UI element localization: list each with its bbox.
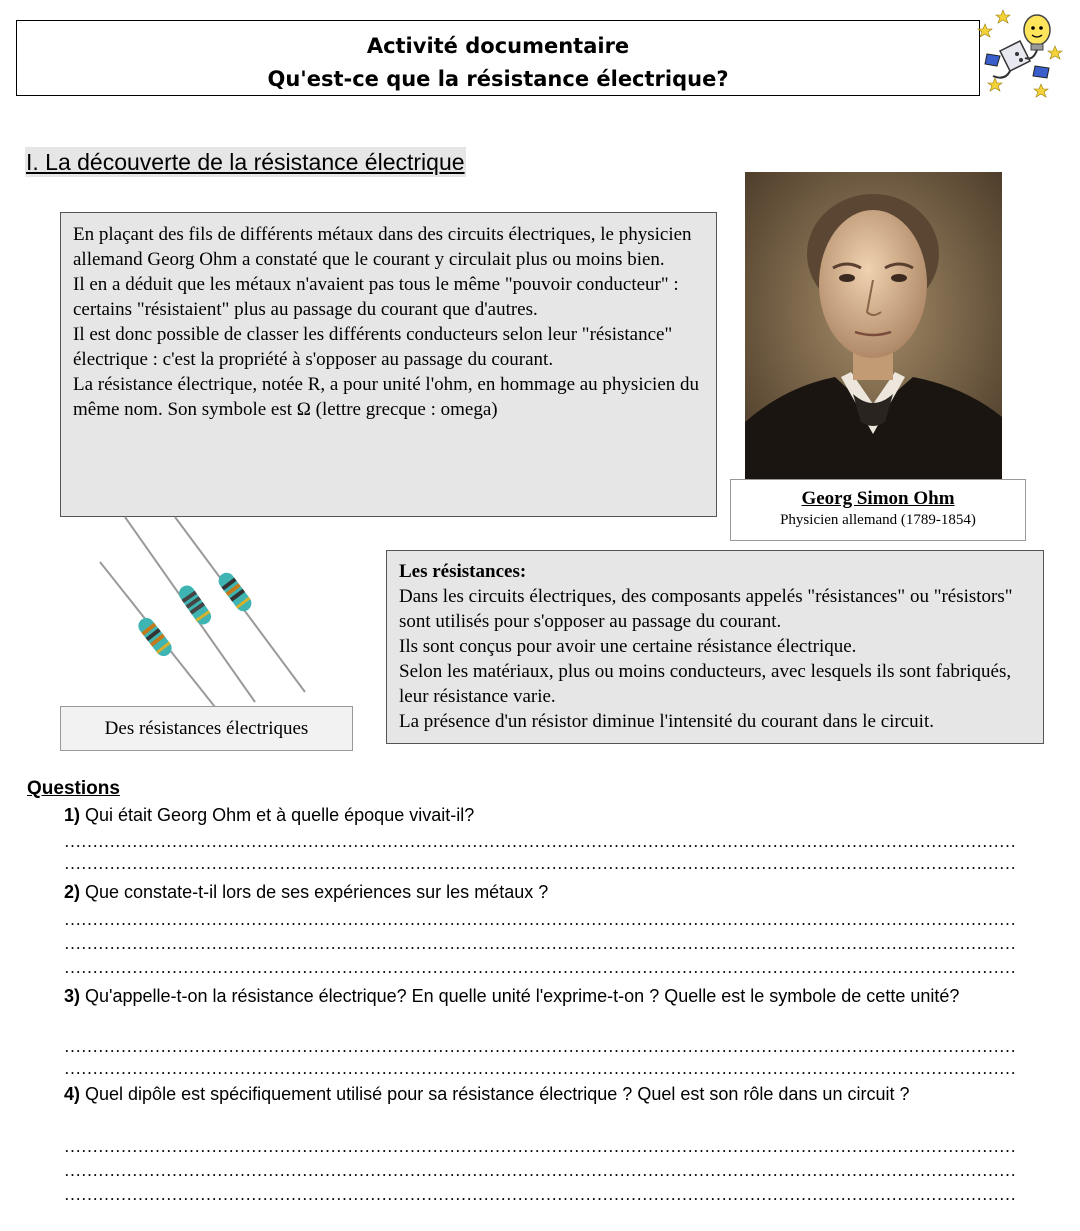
- resistances-paragraph: La présence d'un résistor diminue l'intensité du courant dans le circuit.: [399, 711, 934, 732]
- answer-line[interactable]: ……………………………………………………………………………………………………………………………………………………: [64, 1137, 1016, 1156]
- electric-plug-logo-icon: [975, 6, 1065, 100]
- answer-line[interactable]: ……………………………………………………………………………………………………………………………………………………: [64, 1059, 1016, 1078]
- answer-line[interactable]: ……………………………………………………………………………………………………………………………………………………: [64, 1037, 1016, 1056]
- question-text: Que constate-t-il lors de ses expériences sur les métaux ?: [80, 882, 549, 902]
- answer-line[interactable]: ……………………………………………………………………………………………………………………………………………………: [64, 1161, 1016, 1180]
- answer-line[interactable]: ……………………………………………………………………………………………………………………………………………………: [64, 854, 1016, 873]
- portrait-name: Georg Simon Ohm: [801, 488, 955, 509]
- title-box: [16, 20, 980, 96]
- resistances-paragraph: Ils sont conçus pour avoir une certaine résistance électrique.: [399, 636, 857, 657]
- answer-line[interactable]: ……………………………………………………………………………………………………………………………………………………: [64, 910, 1016, 929]
- question-text: Quel dipôle est spécifiquement utilisé pour sa résistance électrique ? Quel est son rôle dans un circuit ?: [80, 1084, 910, 1104]
- resistances-paragraph: Selon les matériaux, plus ou moins conducteurs, avec lesquels ils sont fabriqués, leur résistance varie.: [399, 661, 1012, 707]
- answer-line[interactable]: ……………………………………………………………………………………………………………………………………………………: [64, 958, 1016, 977]
- questions-title: Questions: [27, 778, 120, 799]
- title-line-1: Activité documentaire: [366, 34, 630, 58]
- resistances-text-box: [386, 550, 1044, 744]
- question-number: 4): [64, 1084, 81, 1104]
- intro-paragraph: Il en a déduit que les métaux n'avaient pas tous le même "pouvoir conducteur" : certains "résistaient" plus au passage du courant que d'autres.: [73, 274, 679, 320]
- question-text: Qui était Georg Ohm et à quelle époque vivait-il?: [80, 805, 475, 825]
- question-2: [64, 880, 1024, 904]
- intro-paragraph: En plaçant des fils de différents métaux dans des circuits électriques, le physicien allemand Georg Ohm a constaté que le courant y circulait plus ou moins bien.: [73, 224, 692, 270]
- intro-paragraph: La résistance électrique, notée R, a pour unité l'ohm, en hommage au physicien du même nom. Son symbole est Ω (lettre grecque : omega): [73, 374, 699, 420]
- question-number: 1): [64, 805, 81, 825]
- resistors-caption: Des résistances électriques: [60, 706, 353, 751]
- resistors-photo: [95, 512, 310, 712]
- portrait-caption: [730, 479, 1026, 541]
- section-title: I. La découverte de la résistance électrique: [26, 149, 465, 175]
- question-number: 3): [64, 986, 81, 1006]
- answer-line[interactable]: ……………………………………………………………………………………………………………………………………………………: [64, 934, 1016, 953]
- answer-line[interactable]: ……………………………………………………………………………………………………………………………………………………: [64, 1185, 1016, 1204]
- question-3: [64, 984, 1024, 1008]
- resistances-paragraph: Dans les circuits électriques, des composants appelés "résistances" ou "résistors" sont utilisés pour s'opposer au passage du courant.: [399, 586, 1013, 632]
- title-line-2: Qu'est-ce que la résistance électrique?: [267, 67, 729, 91]
- intro-paragraph: Il est donc possible de classer les différents conducteurs selon leur "résistance" électrique : c'est la propriété à s'opposer au passage du courant.: [73, 324, 673, 370]
- answer-line[interactable]: ……………………………………………………………………………………………………………………………………………………: [64, 832, 1016, 851]
- question-number: 2): [64, 882, 81, 902]
- question-4: [64, 1082, 1024, 1106]
- question-1: [64, 803, 1024, 827]
- question-text: Qu'appelle-t-on la résistance électrique? En quelle unité l'exprime-t-on ? Quelle est le symbole de cette unité?: [80, 986, 960, 1006]
- intro-text-box: [60, 212, 717, 517]
- georg-ohm-portrait: [745, 172, 1002, 482]
- portrait-subtitle: Physicien allemand (1789-1854): [780, 512, 976, 528]
- resistances-heading: Les résistances:: [399, 561, 527, 582]
